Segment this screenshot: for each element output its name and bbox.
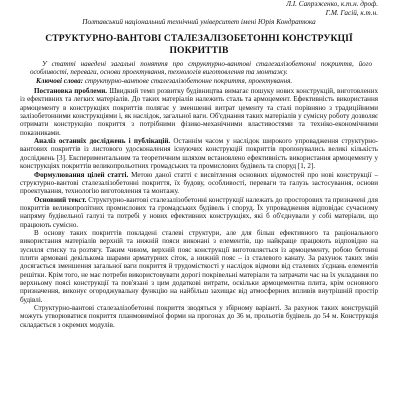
keywords [20, 77, 378, 85]
heading-main: Основний текст. [34, 195, 87, 204]
paragraph-assembly: Структурно-вантові сталезалізобетонні покриття зводяться у збірному варіанті. За рахунок таких конструкцій можуть утворюватися покриття планмовиміної форми на прогонах до 36 м, прольотів будівель до 54 м. Конструкція складається з окремих модулів. [20, 304, 378, 329]
paragraph-goals [20, 171, 378, 196]
author-line-2: Г.М. Гасій, к.т.н. [325, 8, 378, 17]
authors [20, 0, 378, 17]
text-goals: Метою даної статті є висвітлення основних відомостей про нові конструкції – структурно-вантові сталезалізобетонні покриття, їх будову, особливості, переваги та галузь застосування, основи проектування, технологію виготовлення та монтажу. [20, 170, 378, 196]
heading-analysis: Аналіз останніх досліджень і публікацій. [34, 137, 171, 146]
abstract: У статті наведені загальні поняття про структурно-вантові сталезалізобетонні покриття, його особливості, переваги, основи проектування, технологія виготовлення та монтажу. [30, 60, 372, 77]
keywords-label: Ключові слова: [36, 76, 84, 85]
heading-goals: Формулювання цілей статті. [34, 170, 129, 179]
paper-title: СТРУКТУРНО-ВАНТОВІ СТАЛЕЗАЛІЗОБЕТОННІ КОНСТРУКЦІЇ ПОКРИТТІВ [45, 33, 353, 56]
paragraph-structure: В основу таких покриттів покладені сталеві структури, але для більш ефективного та раціонального використання матеріалів верхній та нижній пояси виконані з елементів, що найкраще працюють відповідно на зусилля стиску та розтягу. Таким чином, верхній пояс конструкції виготовляється із армоцементу, робою бетонні плити армовані декількома шарами арматурних сіток, а нижній пояс – із сталевого канату. За рахунок таких змін досягається зменшення загальної ваги покриття й трудомісткості у наслідок відмови від сталевих з'єднань елементів решітки. Крім того, не має потреби використовувати дорогі покрівельні матеріали та затрачати час на їх укладання по верхньому поясі конструкції та пов'язані з цим додаткові витрати, оскільки армоцементна плита, крім основного призначення, виконує огороджувальну функцію на найбільш захищає від атмосферних впливів внутрішній простір будівлі. [20, 228, 378, 304]
heading-problem: Постановка проблеми. [34, 87, 108, 96]
text-problem: Швидкий темп розвитку будівництва вимагає пошуку нових конструкцій, виготовлених із ефективних та легких матеріалів. До таких матеріалів належить сталь та армоцемент. Ефективність використання армоцементу в конструкціях покриттів полягає у зменшенні витрат цементу та сталі порівняно з традиційними залізобетонними конструкціями і, як наслідок, загальної ваги. Об'єднання таких матеріалів у сумісну роботу дозволяє отримати конструкцію покриття з потрібними фізико-механічними властивостями та техніко-економічними показниками. [20, 87, 378, 137]
paragraph-analysis [20, 137, 378, 170]
paragraph-problem [20, 87, 378, 137]
author-line-1: Л.І. Сапрэженко, к.т.н. дроф. [286, 0, 378, 8]
paragraph-main [20, 196, 378, 229]
keywords-text: структурно-вантове сталезалізобетонне покриття, проектування. [84, 76, 293, 85]
affiliation: Полтавський національний технічний університет імені Юрія Кондратюка [82, 18, 316, 27]
text-analysis: Останнім часом у наслідок широкого упровадження структурно-вантових покриттів із листового удосконалення існуючих конструкцій покриттів пропонувались великі кількість досліджень [3]. Експериментальним та теоретичним шляхом встановлено ефективність використання армоцементу у конструкціях покриттів великопрольотних громадських та промислових будівель та споруд [1, 2]. [20, 137, 378, 171]
text-main: Структурно-вантові сталезалізобетонні конструкції належать до просторових та призначені для покриттів великопролітних промислових та громадських будівель і споруд. Їх упровадження відповідає сучасному напряму будівельної галузі та потребі у нових ефективних конструкціях, які б об'єднували у собі матеріали, що працюють сумісно. [20, 195, 378, 229]
